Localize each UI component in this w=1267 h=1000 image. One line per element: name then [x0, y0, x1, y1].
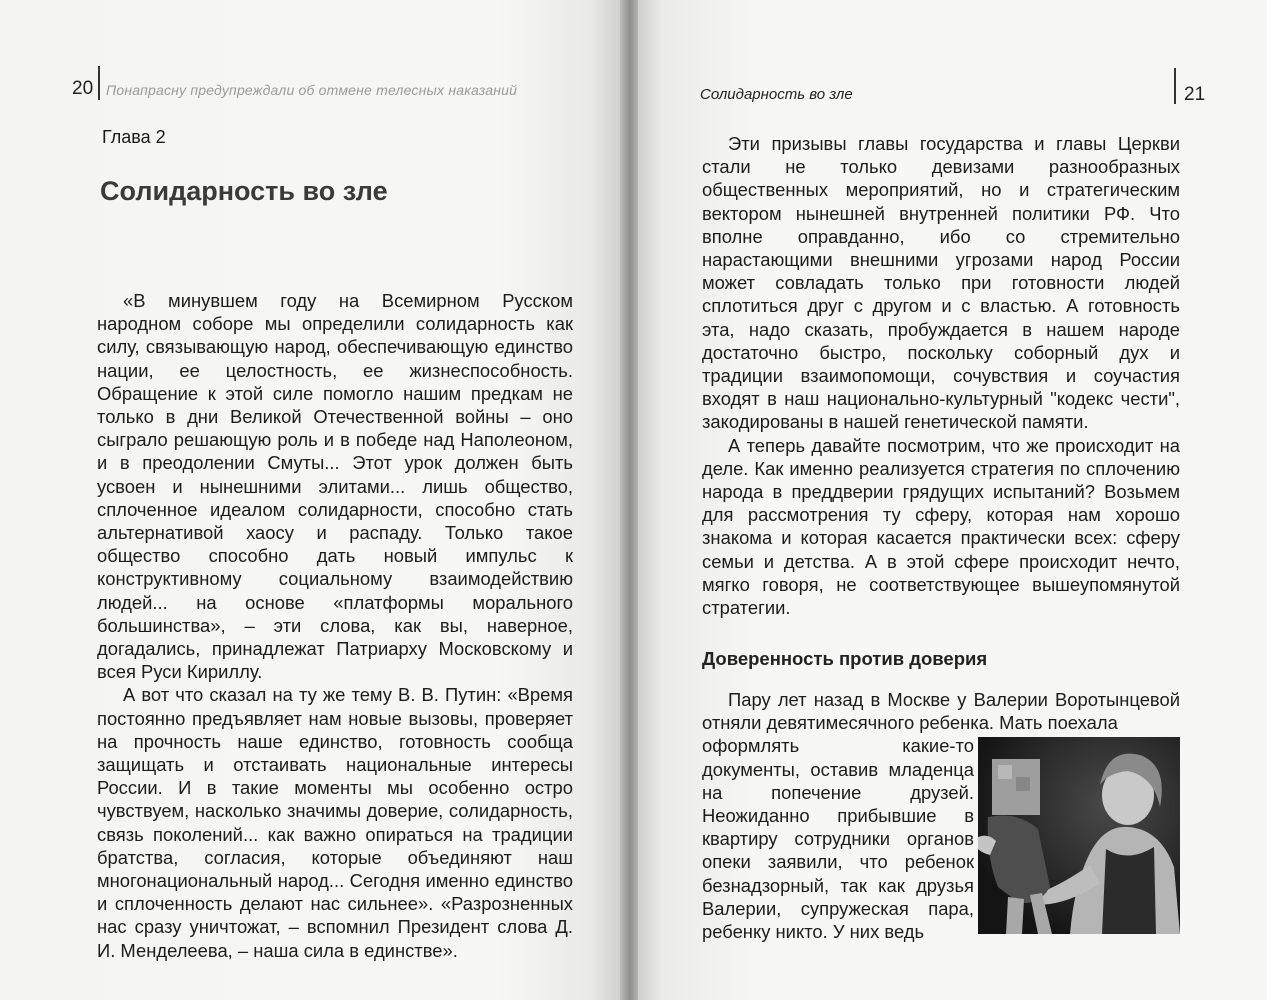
chapter-title: Солидарность во зле [100, 176, 388, 206]
left-body-text [97, 289, 573, 962]
right-body-text [702, 132, 1180, 619]
mother-and-child-photo [978, 737, 1180, 934]
header-rule-left [98, 66, 100, 100]
right-page [638, 0, 1267, 1000]
page-number-right: 21 [1184, 84, 1206, 105]
paragraph: А вот что сказал на ту же тему В. В. Путин: «Время постоянно предъявляет нам новые вызовы, проверяет на прочность наше единство, готовность сообща защищать и отстаивать национальные интересы России. И в такие моменты мы особенно остро чувствуем, насколько значимы доверие, солидарность, связь поколений... как важно опираться на традиции братства, согласия, которые объединяют наш многонациональный народ... Сегодня именно единство и сплоченность делают нас сильнее». «Разрозненных нас сразу уничтожат, – вспомнил Президент слова Д. И. Менделеева, – наша сила в единстве». [97, 684, 573, 961]
paragraph: Пару лет назад в Москве у Валерии Воротынцевой отняли девятимесячного ребенка. Мать поехала [702, 689, 1180, 734]
section-title: Доверенность против доверия [702, 648, 988, 669]
paragraph: А теперь давайте посмотрим, что же происходит на деле. Как именно реализуется стратегия по сплочению народа в преддверии грядущих испытаний? Возьмем для рассмотрения ту сферу, которая нам хорошо знакома и которая касается практически всех: сферу семьи и детства. А в этой сфере происходит нечто, мягко говоря, не соответствующее вышеупомянутой стратегии. [702, 434, 1180, 619]
running-head-right: Солидарность во зле [700, 86, 853, 103]
left-page [0, 0, 622, 1000]
photo-image-icon [978, 737, 1180, 934]
running-head-left: Понапрасну предупреждали об отмене телесных наказаний [106, 82, 518, 98]
paragraph: Эти призывы главы государства и главы Церкви стали не только девизами разнообразных общественных мероприятий, но и стратегическим вектором нынешней внутренней политики РФ. Что вполне оправданно, ибо со стремительно нарастающими внешними угрозами народ России может совладать только при готовности людей сплотиться друг с другом и с властью. А готовность эта, надо сказать, пробуждается в нашем народе достаточно быстро, поскольку соборный дух и традиции взаимопомощи, сочувствия и соучастия входят в наш национально-культурный "кодекс чести", закодированы в нашей генетической памяти. [702, 133, 1180, 433]
chapter-label: Глава 2 [102, 127, 166, 147]
page-number-left: 20 [72, 78, 94, 99]
paragraph-wrapped: оформлять какие-то документы, оставив младенца на попечение друзей. Неожиданно прибывшие в квартиру сотрудники органов опеки заявили, что ребенок безнадзорный, так как друзья Валерии, супружеская пара, ребенку никто. У них ведь [702, 735, 974, 943]
paragraph: «В минувшем году на Всемирном Русском народном соборе мы определили солидарность как силу, связывающую народ, обеспечивающую единство нации, ее целостность, ее жизнеспособность. Обращение к этой силе помогло нашим предкам не только в дни Великой Отечественной войны – оно сыграло решающую роль и в победе над Наполеоном, и в преодолении Смуты... Этот урок должен быть усвоен и нынешними элитами... лишь общество, сплоченное идеалом солидарности, способно стать альтернативой хаосу и распаду. Только такое общество способно дать новый импульс к конструктивному социальному взаимодействию людей... на основе «платформы морального большинства», – эти слова, как вы, наверное, догадались, принадлежат Патриарху Московскому и всея Руси Кириллу. [97, 290, 573, 683]
book-gutter [620, 0, 640, 1000]
header-rule-right [1174, 68, 1176, 104]
